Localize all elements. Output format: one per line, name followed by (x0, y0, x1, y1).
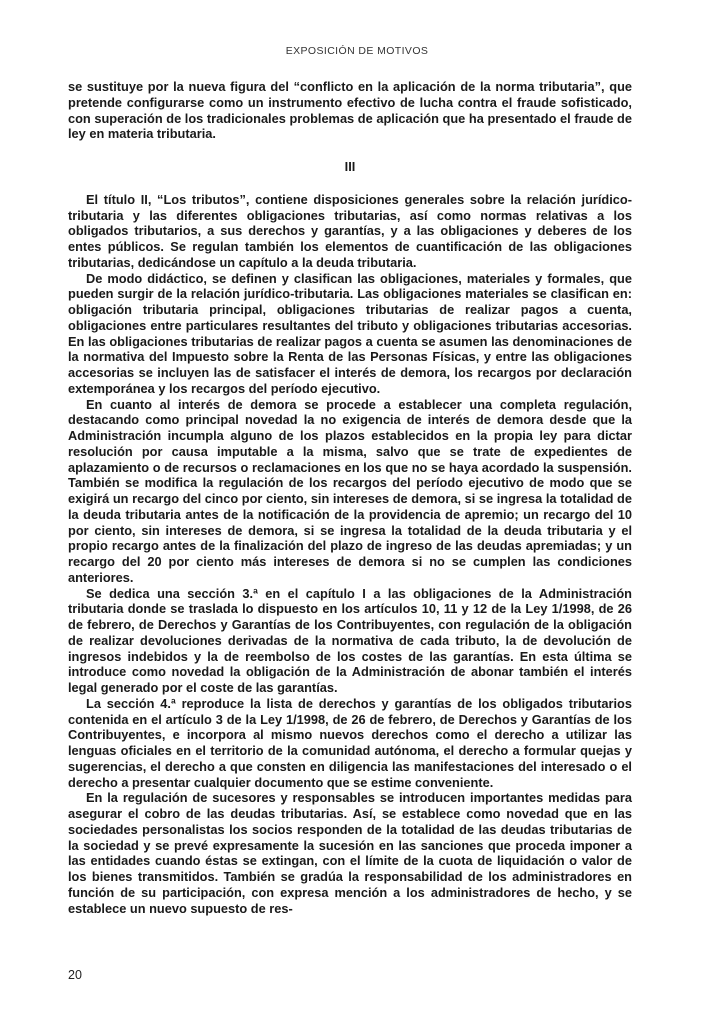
section-heading-number: III (344, 159, 356, 174)
paragraph: En la regulación de sucesores y responsables se introducen importantes medidas para asegurar el cobro de las deudas tributarias. Así, se establece como novedad que en las sociedades personalistas los socios responden de la totalidad de las deudas tributarias de la sociedad y se prevé expresamente la sucesión en las sanciones que proceda imponer a las entidades cuando éstas se extingan, con el límite de la cuota de liquidación o valor de los bienes transmitidos. También se gradúa la responsabilidad de los administradores en función de su participación, con expresa mención a los administradores de hecho, y se establece un nuevo supuesto de res- (68, 790, 632, 916)
paragraph-continuation: se sustituye por la nueva figura del “conflicto en la aplicación de la norma tributaria”, que pretende configurarse como un instrumento efectivo de lucha contra el fraude sofisticado, con superación de los tradicionales problemas de aplicación que ha presentado el fraude de ley en materia tributaria. (68, 79, 632, 142)
paragraph: De modo didáctico, se definen y clasifican las obligaciones, materiales y formales, que pueden surgir de la relación jurídico-tributaria. Las obligaciones materiales se clasifican en: obligación tributaria principal, obligaciones tributarias de realizar pagos a cuenta, obligaciones entre particulares resultantes del tributo y obligaciones tributarias accesorias. En las obligaciones tributarias de realizar pagos a cuenta se asumen las denominaciones de la normativa del Impuesto sobre la Renta de las Personas Físicas, y entre las obligaciones accesorias se incluyen las de satisfacer el interés de demora, los recargos por declaración extemporánea y los recargos del período ejecutivo. (68, 270, 632, 396)
body-text (68, 79, 632, 916)
running-header: EXPOSICIÓN DE MOTIVOS (285, 45, 429, 57)
paragraph: El título II, “Los tributos”, contiene disposiciones generales sobre la relación jurídico-tributaria y las diferentes obligaciones tributarias, así como normas relativas a los obligados tributarios, a sus derechos y garantías, y a las obligaciones y deberes de los entes públicos. Se regulan también los elementos de cuantificación de las obligaciones tributarias, dedicándose un capítulo a la deuda tributaria. (68, 191, 632, 270)
paragraph: La sección 4.ª reproduce la lista de derechos y garantías de los obligados tributarios contenida en el artículo 3 de la Ley 1/1998, de 26 de febrero, de Derechos y Garantías de los Contribuyentes, e incorpora al mismo nuevos derechos como el derecho a utilizar las lenguas oficiales en el territorio de la comunidad autónoma, el derecho a formular quejas y sugerencias, el derecho a que consten en diligencia las manifestaciones del interesado o el derecho a presentar cualquier documento que se estime conveniente. (68, 695, 632, 790)
paragraph: Se dedica una sección 3.ª en el capítulo I a las obligaciones de la Administración tributaria donde se traslada lo dispuesto en los artículos 10, 11 y 12 de la Ley 1/1998, de 26 de febrero, de Derechos y Garantías de los Contribuyentes, con regulación de la obligación de realizar devoluciones derivadas de la normativa de cada tributo, la de devolución de ingresos indebidos y la de reembolso de los costes de las garantías. En esta última se introduce como novedad la obligación de la Administración de abonar también el interés legal generado por el coste de las garantías. (68, 585, 632, 695)
page-number: 20 (68, 968, 82, 982)
paragraph: En cuanto al interés de demora se procede a establecer una completa regulación, destacando como principal novedad la no exigencia de interés de demora desde que la Administración incumpla alguno de los plazos establecidos en la propia ley para dictar resolución por causa imputable a la misma, salvo que se trate de expedientes de aplazamiento o de recursos o reclamaciones en los que no se haya acordado la suspensión. También se modifica la regulación de los recargos del período ejecutivo de modo que se exigirá un recargo del cinco por ciento, sin intereses de demora, si se ingresa la totalidad de la deuda tributaria antes de la notificación de la providencia de apremio; un recargo del 10 por ciento, sin intereses de demora, si se ingresa la totalidad de la deuda tributaria y el propio recargo antes de la finalización del plazo de ingreso de las deudas apremiadas; y un recargo del 20 por ciento más intereses de demora si no se cumplen las condiciones anteriores. (68, 396, 632, 585)
